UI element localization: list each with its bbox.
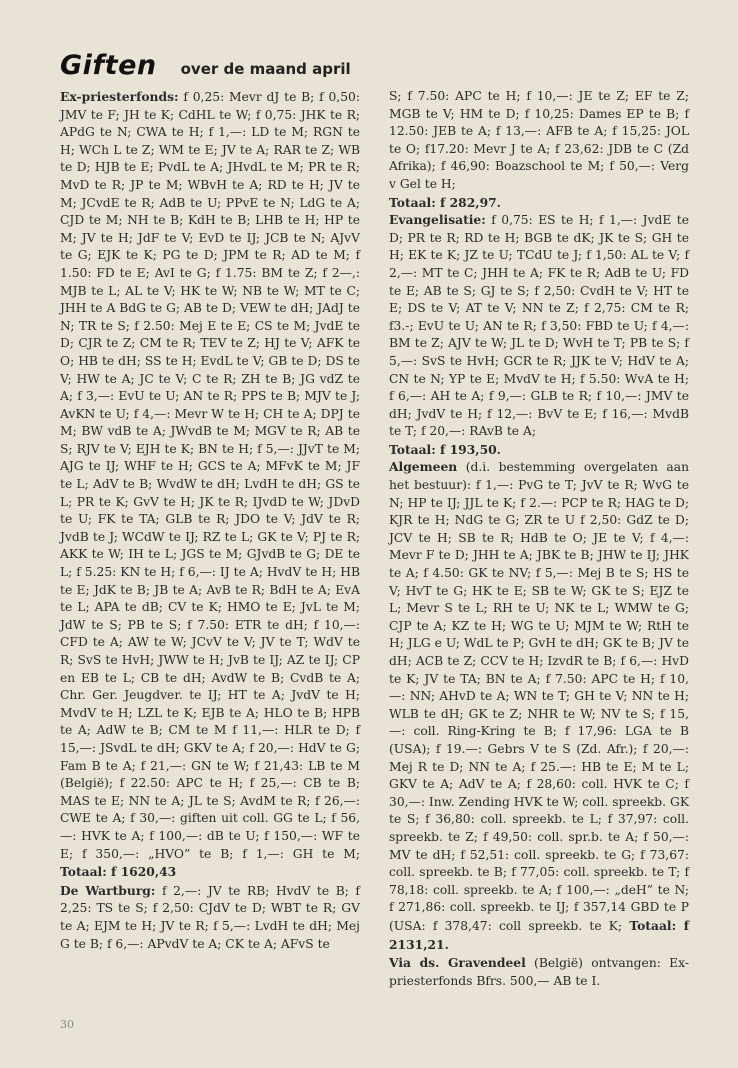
ex-priesterfonds-text: f 0,25: Mevr dJ te B; f 0,50: JMV te F; JH te K; CdHL te W; f 0,75: JHK te R; APdG te N; CWA te H; f 1,—: LD te M; RGN te H; WCh L te Z; WM te E; JV te A; RAR te Z; WB te D; HJB te E; PvdL te A; JHvdL te M; PR te R; MvD te R; JP te M; WBvH te A; RD te H; JV te M; JCvdE te R; AdB te U; PPvE te N; LdG te A; CJD te M; NH te B; KdH te B; LHB te H; HP te M; JV te H; JdF te V; EvD te IJ; JCB te N; AJvV te G; EJK te K; PG te D; JPM te R; AD te M; f 1.50: FD te E; AvI te G; f 1.75: BM te Z; f 2—,: MJB te L; AL te V; HK te W; NB te W; MT te C; JHH te A BdG te G; AB te D; VEW te dH; JAdJ te N; TR te S; f 2.50: Mej E te E; CS te M; JvdE te D; CJR te Z; CM te R; TEV te Z; HJ te V; AFK te O; HB te dH; SS te H; EvdL te V; GB te D; DS te V; HW te A; JC te V; C te R; ZH te B; JG vdZ te A; f 3,—: EvU te U; AN te R; PPS te B; MJV te J; AvKN te U; f 4,—: Mevr W te H; CH te A; DPJ te M; BW vdB te A; JWvdB te M; MGV te R; AB te S; RJV te V; EJH te K; BN te H; f 5,—: JJvT te M; AJG te IJ; WHF te H; GCS te A; MFvK te M; JF te L; AdV te B; WvdW te dH; LvdH te dH; GS te L; PR te K; GvV te H; JK te R; IJvdD te W; JDvD te U; FK te TA; GLB te R; JDO te V; JdV te R; JvdB te J; WCdW te IJ; RZ te L; GK te V; PJ te R; AKK te W; IH te L; JGS te M; GJvdB te G; DE te L; f 5.25: KN te H; f 6,—: IJ te A; HvdV te H; HB te E; JdK te B; JB te A; AvB te R; BdH te A; EvA te L; APA te dB; CV te K; HMO te E; JvL te M; JdW te S; PB te S; f 7.50: ETR te dH; f 10,—: CFD te A; AW te W; JCvV te V; JV te T; WdV te R; SvS te HvH; JWW te H; JvB te IJ; AZ te IJ; CP en EB te L; CB te dH; AvdW te B; CvdB te A; Chr. Ger. Jeugdver. te IJ; HT te A; JvdV te H; MvdV te H; LZL te K; EJB te A; HLO te B; HPB te A; AdW te B; CM te M f 11,—: HLR te D; f 15,—: JSvdL te dH; GKV te A; f 20,—: HdV te G; Fam B te A; f 21,—: GN te W; f 21,43: LB te M (België); f 22.50: APC te H; f 25,—: CB te B; MAS te E; NN te A; JL te S; AvdM te R; f 26,—: CWE te A; f 30,—: giften uit coll. GG te L; f 56,—: HVK te A; f 100,—: dB te U; f 150,—: WF te E; f 350,—: „HVO” te B; f 1,—: GH te M;: [60, 90, 360, 861]
evangelisatie-total: Totaal: f 193,50.: [389, 441, 501, 457]
via-gravendeel-section: [389, 954, 689, 990]
left-column: [60, 88, 360, 953]
via-gravendeel-text: (België) ontvangen: Ex-priesterfonds Bfrs. 500,— AB te I.: [389, 956, 689, 988]
magazine-page: [60, 50, 700, 1050]
page-header: [60, 50, 700, 84]
ex-priesterfonds-section: [60, 88, 360, 882]
evangelisatie-text: f 0,75: ES te H; f 1,—: JvdE te D; PR te R; RD te H; BGB te dK; JK te S; GH te H; EK te K; JZ te U; TCdU te J; f 1,50: AL te V; f 2,—: MT te C; JHH te A; FK te R; AdB te U; FD te E; AB te S; GJ te S; f 2,50: CvdH te V; HT te E; DS te V; AT te V; NN te Z; f 2,75: CM te R; f3.-; EvU te U; AN te R; f 3,50: FBD te U; f 4,—: BM te Z; AJV te W; JL te D; WvH te T; PB te S; f 5,—: SvS te HvH; GCR te R; JJK te V; HdV te A; CN te N; YP te E; MvdV te H; f 5.50: WvA te H; f 6,—: AH te A; f 9,—: GLB te R; f 10,—: JMV te dH; JvdV te H; f 12,—: BvV te E; f 16,—: MvdB te T; f 20,—: RAvB te A;: [389, 213, 689, 439]
wartburg-section: [60, 882, 360, 953]
algemeen-section: [389, 458, 689, 954]
wartburg-label: De Wartburg:: [60, 882, 156, 898]
algemeen-total: Totaal: f 2131,21.: [389, 917, 689, 952]
page-title: Giften: [60, 50, 157, 81]
right-column: [389, 88, 689, 990]
algemeen-label: Algemeen: [389, 459, 458, 475]
evangelisatie-label: Evangelisatie:: [389, 212, 486, 228]
page-number: 30: [60, 1018, 74, 1031]
ex-priesterfonds-label: Ex-priesterfonds:: [60, 89, 179, 104]
wartburg-continued: [389, 88, 689, 194]
wartburg-text-continued: S; f 7.50: APC te H; f 10,—: JE te Z; EF te Z; MGB te V; HM te D; f 10,25: Dames EP te B; f 12.50: JEB te A; f 13,—: AFB te A; f 15,25: JOL te O; f17.20: Mevr J te A; f 23,62: JDB te C (Zd Afrika); f 46,90: Boazschool te M; f 50,—: Verg v Gel te H;: [389, 89, 689, 191]
wartburg-text: f 2,—: JV te RB; HvdV te B; f 2,25: TS te S; f 2,50: CJdV te D; WBT te R; GV te A; EJM te H; JV te R; f 5,—: LvdH te dH; Mej G te B; f 6,—: APvdV te A; CK te A; AFvS te: [60, 883, 360, 951]
page-subtitle: over de maand april: [180, 60, 351, 78]
wartburg-total: Totaal: f 282,97.: [389, 194, 501, 210]
ex-priesterfonds-total: Totaal: f 1620,43: [60, 864, 177, 880]
via-gravendeel-label: Via ds. Gravendeel: [389, 955, 526, 971]
evangelisatie-section: [389, 211, 689, 441]
algemeen-text: (d.i. bestemming overgelaten aan het bestuur): f 1,—: PvG te T; JvV te R; WvG te N; HP te IJ; JJL te K; f 2.—: PCP te R; HAG te D; KJR te H; NdG te G; ZR te U f 2,50: GdZ te D; JCV te H; SB te R; HdB te O; JE te V; f 4,—: Mevr F te D; JHH te A; JBK te B; JHW te IJ; JHK te A; f 4.50: GK te NV; f 5,—: Mej B te S; HS te V; HvT te G; HK te E; SB te W; GK te S; EJZ te L; Mevr S te L; RH te U; NK te L; WMW te G; CJP te A; KZ te H; WG te U; MJM te W; RtH te H; JLG e U; WdL te P; GvH te dH; GK te B; JV te dH; ACB te Z; CCV te H; IzvdR te B; f 6,—: HvD te K; JV te TA; BN te A; f 7.50: APC te H; f 10,—: NN; AHvD te A; WN te T; GH te V; NN te H; WLB te dH; GK te Z; NHR te W; NV te S; f 15,—: coll. Ring-Kring te B; f 17,96: LGA te B (USA); f 19.—: Gebrs V te S (Zd. Afr.); f 20,—: Mej R te D; NN te A; f 25.—: HB te E; M te L; GKV te A; AdV te A; f 28,60: coll. HVK te C; f 30,—: Inw. Zending HVK te W; coll. spreekb. GK te S; f 36,80: coll. spreekb. te L; f 37,97: coll. spreekb. te Z; f 49,50: coll. spr.b. te A; f 50,—: MV te dH; f 52,51: coll. spreekb. te G; f 73,67: coll. spreekb. te B; f 77,05: coll. spreekb. te T; f 78,18: coll. spreekb. te A; f 100,—: „deH” te N; f 271,86: coll. spreekb. te IJ; f 357,14 GBD te P (USA: f 378,47: coll spreekb. te K;: [389, 460, 690, 933]
